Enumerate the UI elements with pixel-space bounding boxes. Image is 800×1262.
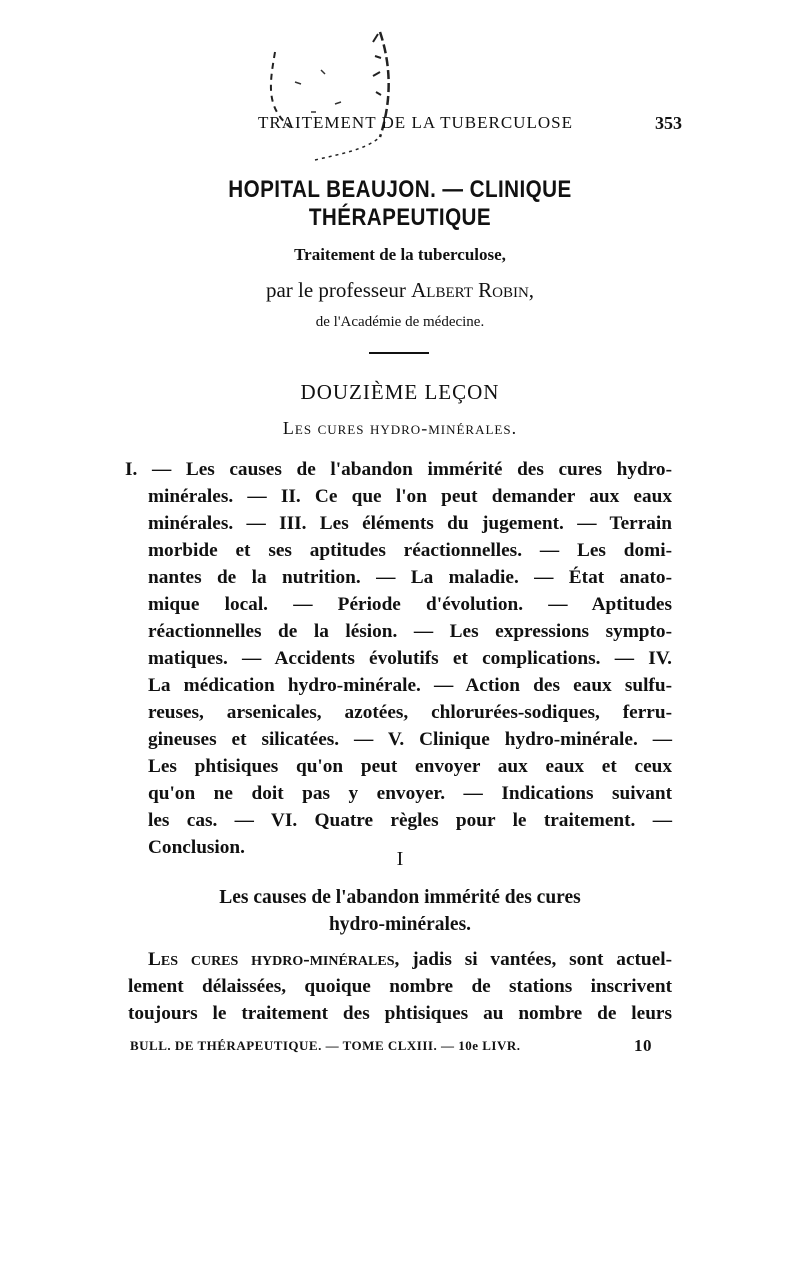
- author-affiliation: de l'Académie de médecine.: [315, 314, 485, 330]
- summary-line: I. — Les causes de l'abandon immérité des cures hydro-: [125, 459, 672, 480]
- summary-line: gineuses et silicatées. — V. Clinique hydro-minérale. —: [148, 729, 672, 750]
- summary-line: La médication hydro-minérale. — Action des eaux sulfu-: [148, 675, 672, 696]
- body-line: [128, 946, 672, 973]
- body-line: toujours le traitement des phtisiques au nombre de leurs: [128, 1003, 672, 1024]
- summary-line: réactionnelles de la lésion. — Les expressions sympto-: [148, 621, 672, 642]
- section-title-line: Les causes de l'abandon immérité des cures: [219, 887, 581, 908]
- summary-line: Conclusion.: [148, 837, 245, 858]
- summary-line: les cas. — VI. Quatre règles pour le traitement. —: [148, 810, 672, 831]
- section-numeral: I: [396, 848, 404, 870]
- lecon-summary: [125, 456, 672, 861]
- hospital-heading: HOPITAL BEAUJON. — CLINIQUE THÉRAPEUTIQUE: [228, 176, 572, 231]
- footer-signature: BULL. DE THÉRAPEUTIQUE. — TOME CLXIII. — 10e LIVR.: [130, 1038, 521, 1053]
- summary-line: qu'on ne doit pas y envoyer. — Indications suivant: [148, 783, 672, 804]
- body-line: lement délaissées, quoique nombre de stations inscrivent: [128, 976, 672, 997]
- summary-line: matiques. — Accidents évolutifs et complications. — IV.: [148, 648, 672, 669]
- section-title: [150, 884, 650, 938]
- body-smallcaps-phrase: Les cures hydro-minérales,: [148, 949, 400, 970]
- page-footer: [128, 1036, 652, 1058]
- running-head: [258, 113, 682, 139]
- library-stamp-icon: [255, 22, 395, 162]
- lecon-title: DOUZIÈME LEÇON: [300, 380, 500, 404]
- body-paragraph: [128, 946, 672, 1027]
- summary-line: minérales. — II. Ce que l'on peut demander aux eaux: [148, 486, 672, 507]
- author-line: [100, 278, 700, 303]
- running-head-title: TRAITEMENT DE LA TUBERCULOSE: [258, 113, 573, 132]
- author-name: Albert Robin,: [411, 278, 535, 302]
- footer-signature-number: 10: [634, 1036, 652, 1055]
- body-line-rest: jadis si vantées, sont actuel-: [399, 949, 672, 970]
- summary-line: Les phtisiques qu'on peut envoyer aux eaux et ceux: [148, 756, 672, 777]
- divider-rule: [369, 352, 429, 354]
- summary-line: reuses, arsenicales, azotées, chlorurées-sodiques, ferru-: [148, 702, 672, 723]
- summary-line: morbide et ses aptitudes réactionnelles. — Les domi-: [148, 540, 672, 561]
- lecon-subtitle: Les cures hydro-minérales.: [282, 418, 518, 438]
- author-prefix: par le professeur: [265, 278, 406, 302]
- page-number: 353: [655, 113, 682, 133]
- summary-line: mique local. — Période d'évolution. — Aptitudes: [148, 594, 672, 615]
- article-subtitle: Traitement de la tuberculose,: [294, 245, 506, 264]
- summary-line: minérales. — III. Les éléments du jugement. — Terrain: [148, 513, 672, 534]
- section-title-line: hydro-minérales.: [328, 914, 472, 935]
- summary-line: nantes de la nutrition. — La maladie. — État anato-: [148, 567, 672, 588]
